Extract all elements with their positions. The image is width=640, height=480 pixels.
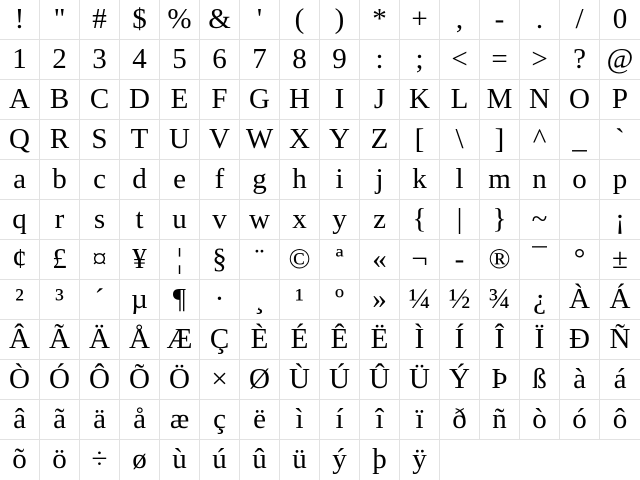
- glyph-cell[interactable]: +: [400, 0, 440, 40]
- glyph-cell[interactable]: Ü: [400, 360, 440, 400]
- glyph-cell[interactable]: Ë: [360, 320, 400, 360]
- glyph-cell[interactable]: Z: [360, 120, 400, 160]
- glyph-cell[interactable]: Q: [0, 120, 40, 160]
- glyph-cell[interactable]: â: [0, 400, 40, 440]
- glyph-cell[interactable]: å: [120, 400, 160, 440]
- glyph-cell[interactable]: ³: [40, 280, 80, 320]
- glyph-cell[interactable]: ¬: [400, 240, 440, 280]
- glyph-cell[interactable]: ¨: [240, 240, 280, 280]
- glyph-cell[interactable]: ·: [200, 280, 240, 320]
- glyph-cell[interactable]: y: [320, 200, 360, 240]
- glyph-cell[interactable]: /: [560, 0, 600, 40]
- glyph-cell[interactable]: ç: [200, 400, 240, 440]
- glyph-cell[interactable]: %: [160, 0, 200, 40]
- glyph-cell[interactable]: Ô: [80, 360, 120, 400]
- glyph-cell[interactable]: ß: [520, 360, 560, 400]
- glyph-cell[interactable]: r: [40, 200, 80, 240]
- glyph-cell[interactable]: p: [600, 160, 640, 200]
- glyph-cell[interactable]: ': [240, 0, 280, 40]
- glyph-cell[interactable]: B: [40, 80, 80, 120]
- glyph-cell[interactable]: ö: [40, 440, 80, 480]
- glyph-cell[interactable]: ²: [0, 280, 40, 320]
- glyph-cell[interactable]: [560, 200, 600, 240]
- glyph-cell[interactable]: ÿ: [400, 440, 440, 480]
- glyph-cell[interactable]: {: [400, 200, 440, 240]
- glyph-cell[interactable]: Î: [480, 320, 520, 360]
- glyph-cell[interactable]: ï: [400, 400, 440, 440]
- glyph-cell[interactable]: »: [360, 280, 400, 320]
- glyph-cell[interactable]: z: [360, 200, 400, 240]
- glyph-cell[interactable]: f: [200, 160, 240, 200]
- glyph-cell[interactable]: j: [360, 160, 400, 200]
- glyph-cell[interactable]: E: [160, 80, 200, 120]
- glyph-cell[interactable]: 6: [200, 40, 240, 80]
- glyph-cell[interactable]: ü: [280, 440, 320, 480]
- glyph-cell[interactable]: k: [400, 160, 440, 200]
- glyph-cell[interactable]: ò: [520, 400, 560, 440]
- glyph-cell[interactable]: °: [560, 240, 600, 280]
- glyph-cell[interactable]: ¤: [80, 240, 120, 280]
- glyph-cell[interactable]: >: [520, 40, 560, 80]
- glyph-cell[interactable]: W: [240, 120, 280, 160]
- glyph-row: [0, 0, 640, 40]
- glyph-cell[interactable]: É: [280, 320, 320, 360]
- glyph-row: [0, 120, 640, 160]
- glyph-cell[interactable]: ¸: [240, 280, 280, 320]
- glyph-cell[interactable]: R: [40, 120, 80, 160]
- glyph-cell[interactable]: Ì: [400, 320, 440, 360]
- glyph-cell[interactable]: M: [480, 80, 520, 120]
- glyph-cell[interactable]: Ú: [320, 360, 360, 400]
- glyph-cell[interactable]: Â: [0, 320, 40, 360]
- glyph-cell[interactable]: Ð: [560, 320, 600, 360]
- glyph-cell[interactable]: ?: [560, 40, 600, 80]
- glyph-row: [0, 240, 640, 280]
- glyph-cell[interactable]: Ø: [240, 360, 280, 400]
- glyph-cell[interactable]: ¶: [160, 280, 200, 320]
- glyph-cell[interactable]: S: [80, 120, 120, 160]
- glyph-cell[interactable]: K: [400, 80, 440, 120]
- glyph-cell[interactable]: «: [360, 240, 400, 280]
- glyph-cell[interactable]: m: [480, 160, 520, 200]
- glyph-cell[interactable]: Ñ: [600, 320, 640, 360]
- glyph-cell[interactable]: ª: [320, 240, 360, 280]
- glyph-cell[interactable]: 7: [240, 40, 280, 80]
- glyph-cell[interactable]: ó: [560, 400, 600, 440]
- glyph-cell[interactable]: N: [520, 80, 560, 120]
- glyph-cell[interactable]: b: [40, 160, 80, 200]
- glyph-cell[interactable]: Ã: [40, 320, 80, 360]
- glyph-cell[interactable]: n: [520, 160, 560, 200]
- glyph-cell[interactable]: X: [280, 120, 320, 160]
- glyph-cell[interactable]: $: [120, 0, 160, 40]
- glyph-cell[interactable]: þ: [360, 440, 400, 480]
- glyph-cell[interactable]: ): [320, 0, 360, 40]
- glyph-cell[interactable]: `: [600, 120, 640, 160]
- glyph-cell[interactable]: ¼: [400, 280, 440, 320]
- glyph-cell[interactable]: 2: [40, 40, 80, 80]
- glyph-cell[interactable]: ¥: [120, 240, 160, 280]
- glyph-cell[interactable]: ë: [240, 400, 280, 440]
- glyph-cell[interactable]: -: [440, 240, 480, 280]
- glyph-cell[interactable]: }: [480, 200, 520, 240]
- glyph-row: [0, 360, 640, 400]
- glyph-cell[interactable]: O: [560, 80, 600, 120]
- glyph-cell[interactable]: F: [200, 80, 240, 120]
- glyph-cell[interactable]: Y: [320, 120, 360, 160]
- glyph-cell[interactable]: L: [440, 80, 480, 120]
- glyph-cell[interactable]: à: [560, 360, 600, 400]
- glyph-cell[interactable]: î: [360, 400, 400, 440]
- glyph-cell[interactable]: ´: [80, 280, 120, 320]
- glyph-cell[interactable]: \: [440, 120, 480, 160]
- glyph-cell[interactable]: T: [120, 120, 160, 160]
- glyph-cell[interactable]: s: [80, 200, 120, 240]
- glyph-cell[interactable]: õ: [0, 440, 40, 480]
- glyph-cell[interactable]: º: [320, 280, 360, 320]
- glyph-cell[interactable]: A: [0, 80, 40, 120]
- glyph-cell[interactable]: Ê: [320, 320, 360, 360]
- glyph-cell[interactable]: |: [440, 200, 480, 240]
- glyph-cell[interactable]: _: [560, 120, 600, 160]
- glyph-cell[interactable]: P: [600, 80, 640, 120]
- glyph-cell[interactable]: ÷: [80, 440, 120, 480]
- glyph-cell[interactable]: 9: [320, 40, 360, 80]
- glyph-cell[interactable]: ®: [480, 240, 520, 280]
- glyph-row: [0, 160, 640, 200]
- glyph-cell[interactable]: G: [240, 80, 280, 120]
- glyph-cell[interactable]: C: [80, 80, 120, 120]
- glyph-cell[interactable]: ,: [440, 0, 480, 40]
- glyph-cell[interactable]: ~: [520, 200, 560, 240]
- glyph-cell[interactable]: ý: [320, 440, 360, 480]
- glyph-cell[interactable]: ¢: [0, 240, 40, 280]
- glyph-cell[interactable]: v: [200, 200, 240, 240]
- glyph-cell[interactable]: a: [0, 160, 40, 200]
- glyph-cell[interactable]: Ö: [160, 360, 200, 400]
- glyph-cell[interactable]: ñ: [480, 400, 520, 440]
- glyph-cell[interactable]: ð: [440, 400, 480, 440]
- glyph-cell[interactable]: 8: [280, 40, 320, 80]
- glyph-cell[interactable]: Í: [440, 320, 480, 360]
- glyph-cell[interactable]: 0: [600, 0, 640, 40]
- glyph-cell[interactable]: ": [40, 0, 80, 40]
- glyph-cell[interactable]: Å: [120, 320, 160, 360]
- glyph-cell[interactable]: Ä: [80, 320, 120, 360]
- glyph-cell[interactable]: l: [440, 160, 480, 200]
- glyph-cell[interactable]: .: [520, 0, 560, 40]
- glyph-cell[interactable]: ¯: [520, 240, 560, 280]
- glyph-row: [0, 400, 640, 440]
- glyph-cell[interactable]: ã: [40, 400, 80, 440]
- glyph-cell[interactable]: g: [240, 160, 280, 200]
- glyph-cell[interactable]: Ý: [440, 360, 480, 400]
- glyph-cell[interactable]: Ï: [520, 320, 560, 360]
- glyph-cell[interactable]: D: [120, 80, 160, 120]
- glyph-cell[interactable]: ½: [440, 280, 480, 320]
- glyph-cell[interactable]: ±: [600, 240, 640, 280]
- glyph-cell[interactable]: Æ: [160, 320, 200, 360]
- glyph-cell[interactable]: À: [560, 280, 600, 320]
- glyph-cell[interactable]: (: [280, 0, 320, 40]
- glyph-cell[interactable]: ^: [520, 120, 560, 160]
- glyph-cell[interactable]: t: [120, 200, 160, 240]
- glyph-cell[interactable]: ¦: [160, 240, 200, 280]
- glyph-cell[interactable]: @: [600, 40, 640, 80]
- glyph-cell[interactable]: û: [240, 440, 280, 480]
- glyph-cell[interactable]: =: [480, 40, 520, 80]
- glyph-cell[interactable]: q: [0, 200, 40, 240]
- glyph-cell[interactable]: ;: [400, 40, 440, 80]
- glyph-cell[interactable]: á: [600, 360, 640, 400]
- glyph-cell[interactable]: I: [320, 80, 360, 120]
- glyph-cell[interactable]: ô: [600, 400, 640, 440]
- glyph-cell[interactable]: Ç: [200, 320, 240, 360]
- glyph-cell[interactable]: í: [320, 400, 360, 440]
- glyph-cell[interactable]: ù: [160, 440, 200, 480]
- glyph-row: [0, 80, 640, 120]
- glyph-cell[interactable]: ¾: [480, 280, 520, 320]
- glyph-cell[interactable]: &: [200, 0, 240, 40]
- glyph-cell[interactable]: µ: [120, 280, 160, 320]
- glyph-cell[interactable]: h: [280, 160, 320, 200]
- glyph-cell[interactable]: U: [160, 120, 200, 160]
- glyph-cell[interactable]: Á: [600, 280, 640, 320]
- glyph-cell[interactable]: ×: [200, 360, 240, 400]
- glyph-cell[interactable]: Ó: [40, 360, 80, 400]
- glyph-cell[interactable]: Û: [360, 360, 400, 400]
- glyph-cell[interactable]: 1: [0, 40, 40, 80]
- glyph-cell[interactable]: H: [280, 80, 320, 120]
- glyph-cell[interactable]: <: [440, 40, 480, 80]
- glyph-cell[interactable]: 5: [160, 40, 200, 80]
- glyph-cell[interactable]: !: [0, 0, 40, 40]
- glyph-cell[interactable]: ¡: [600, 200, 640, 240]
- glyph-cell[interactable]: x: [280, 200, 320, 240]
- glyph-row: [0, 320, 640, 360]
- glyph-cell[interactable]: e: [160, 160, 200, 200]
- glyph-cell[interactable]: È: [240, 320, 280, 360]
- glyph-cell[interactable]: [: [400, 120, 440, 160]
- glyph-row: [0, 200, 640, 240]
- glyph-row: [0, 40, 640, 80]
- glyph-cell[interactable]: 4: [120, 40, 160, 80]
- glyph-cell[interactable]: c: [80, 160, 120, 200]
- glyph-cell[interactable]: w: [240, 200, 280, 240]
- glyph-cell[interactable]: £: [40, 240, 80, 280]
- glyph-cell[interactable]: ä: [80, 400, 120, 440]
- glyph-cell[interactable]: J: [360, 80, 400, 120]
- glyph-cell[interactable]: *: [360, 0, 400, 40]
- glyph-cell[interactable]: :: [360, 40, 400, 80]
- glyph-cell[interactable]: ú: [200, 440, 240, 480]
- glyph-cell[interactable]: ¹: [280, 280, 320, 320]
- glyph-cell[interactable]: ©: [280, 240, 320, 280]
- glyph-cell[interactable]: ]: [480, 120, 520, 160]
- glyph-cell[interactable]: ì: [280, 400, 320, 440]
- glyph-cell[interactable]: #: [80, 0, 120, 40]
- glyph-cell[interactable]: §: [200, 240, 240, 280]
- glyph-cell[interactable]: ø: [120, 440, 160, 480]
- glyph-cell[interactable]: u: [160, 200, 200, 240]
- glyph-cell[interactable]: Õ: [120, 360, 160, 400]
- glyph-cell[interactable]: i: [320, 160, 360, 200]
- glyph-cell[interactable]: ¿: [520, 280, 560, 320]
- glyph-cell[interactable]: Þ: [480, 360, 520, 400]
- glyph-cell[interactable]: d: [120, 160, 160, 200]
- glyph-row: [0, 440, 640, 480]
- glyph-cell[interactable]: Ù: [280, 360, 320, 400]
- glyph-cell[interactable]: V: [200, 120, 240, 160]
- glyph-cell[interactable]: -: [480, 0, 520, 40]
- glyph-cell[interactable]: Ò: [0, 360, 40, 400]
- glyph-cell[interactable]: 3: [80, 40, 120, 80]
- glyph-cell[interactable]: æ: [160, 400, 200, 440]
- glyph-cell[interactable]: o: [560, 160, 600, 200]
- glyph-row: [0, 280, 640, 320]
